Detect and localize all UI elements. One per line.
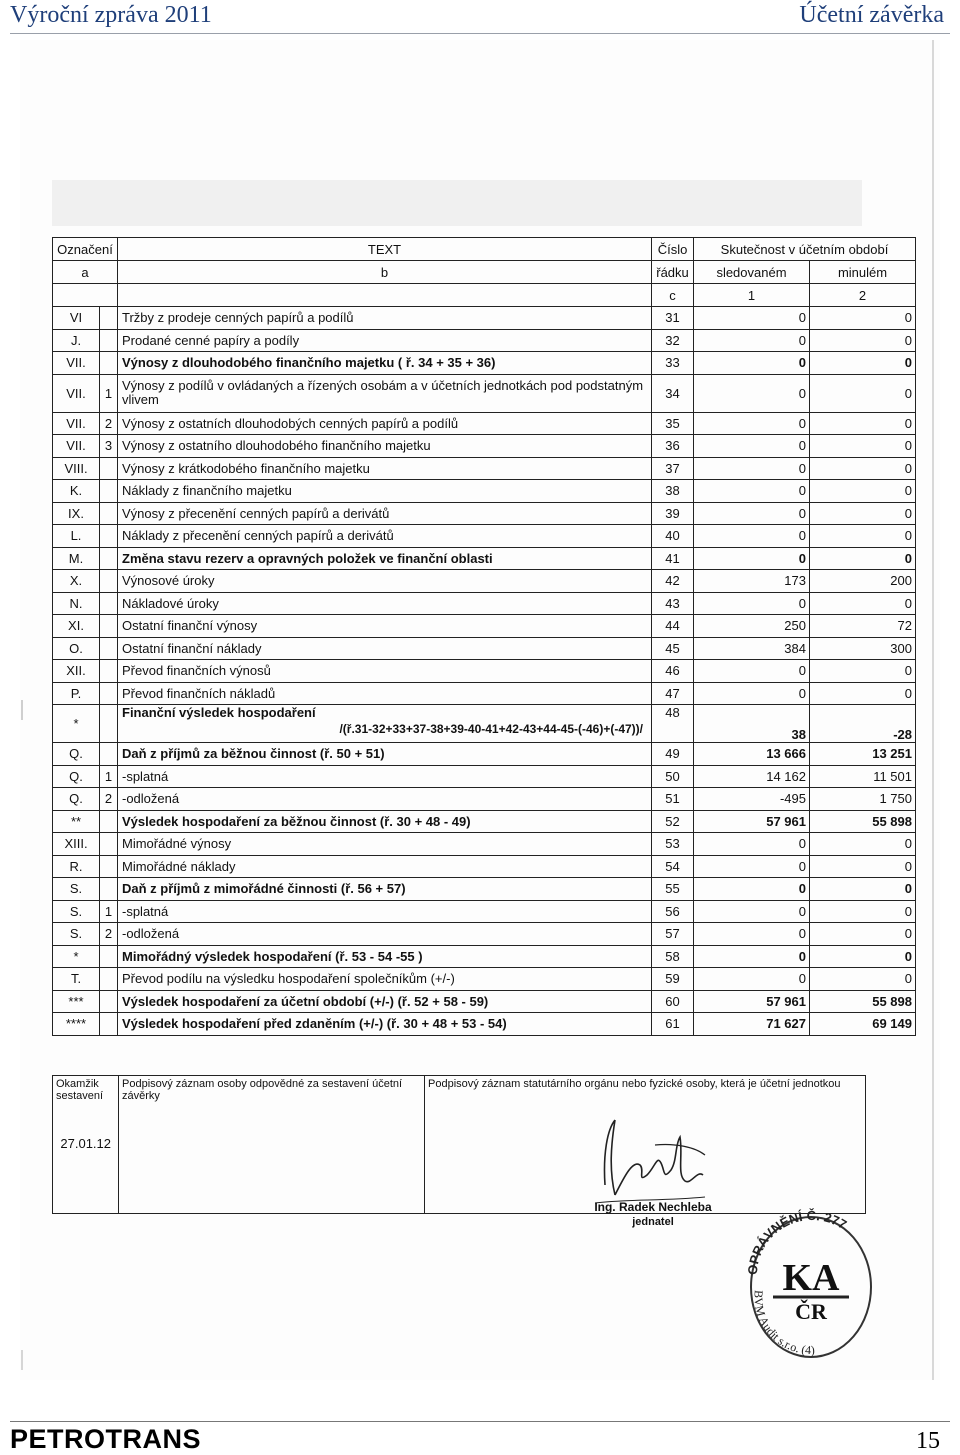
row-sub <box>100 457 118 480</box>
header-section: Účetní závěrka <box>799 2 944 28</box>
table-row <box>53 637 916 660</box>
row-previous: 72 <box>810 615 916 638</box>
row-sub <box>100 352 118 375</box>
row-current: 13 666 <box>694 743 810 766</box>
table-row <box>53 968 916 991</box>
row-previous: 300 <box>810 637 916 660</box>
row-previous: 0 <box>810 525 916 548</box>
row-mark: Q. <box>53 765 100 788</box>
signer-name: Ing. Radek Nechleba <box>594 1200 712 1214</box>
row-previous: 0 <box>810 435 916 458</box>
row-number: 35 <box>652 412 694 435</box>
row-mark: XII. <box>53 660 100 683</box>
header-a: a <box>53 261 118 284</box>
table-header-row <box>53 261 916 284</box>
row-sub <box>100 968 118 991</box>
signature-table <box>52 1075 866 1214</box>
row-text: Změna stavu rezerv a opravných položek ve finanční oblasti <box>118 547 652 570</box>
company-name: PETROTRANS <box>10 1424 202 1454</box>
row-previous: 0 <box>810 833 916 856</box>
row-previous: 11 501 <box>810 765 916 788</box>
row-text: Převod podílu na výsledku hospodaření společníkům (+/-) <box>118 968 652 991</box>
row-sub <box>100 480 118 503</box>
row-number: 58 <box>652 945 694 968</box>
row-mark: VII. <box>53 435 100 458</box>
row-text: Výnosové úroky <box>118 570 652 593</box>
row-current: 0 <box>694 855 810 878</box>
row-text: Mimořádné náklady <box>118 855 652 878</box>
row-text: Výnosy z ostatního dlouhodobého finančního majetku <box>118 435 652 458</box>
row-previous: 0 <box>810 945 916 968</box>
row-mark: R. <box>53 855 100 878</box>
row-current: 0 <box>694 682 810 705</box>
row-current: 0 <box>694 435 810 458</box>
row-mark: S. <box>53 923 100 946</box>
row-current: 71 627 <box>694 1013 810 1036</box>
row-text: Výsledek hospodaření za účetní období (+/-) (ř. 52 + 58 - 59) <box>118 990 652 1013</box>
table-row <box>53 990 916 1013</box>
row-current: 57 961 <box>694 810 810 833</box>
footer-rule <box>10 1421 950 1422</box>
row-number: 50 <box>652 765 694 788</box>
scan-edge <box>932 40 934 1380</box>
row-previous: 0 <box>810 374 916 412</box>
row-mark: K. <box>53 480 100 503</box>
stamp-cr: ČR <box>795 1299 827 1324</box>
row-previous: 0 <box>810 900 916 923</box>
row-sub <box>100 705 118 743</box>
table-row <box>53 878 916 901</box>
row-number: 41 <box>652 547 694 570</box>
row-previous: 0 <box>810 660 916 683</box>
row-number: 37 <box>652 457 694 480</box>
row-text: -odložená <box>118 788 652 811</box>
scan-shadow <box>52 180 862 226</box>
row-text: Náklady z přecenění cenných papírů a derivátů <box>118 525 652 548</box>
row-text: Výsledek hospodaření před zdaněním (+/-) (ř. 30 + 48 + 53 - 54) <box>118 1013 652 1036</box>
row-current: 0 <box>694 900 810 923</box>
row-sub <box>100 570 118 593</box>
table-row <box>53 547 916 570</box>
table-row <box>53 833 916 856</box>
row-current: 173 <box>694 570 810 593</box>
row-current: 0 <box>694 352 810 375</box>
row-number: 53 <box>652 833 694 856</box>
statutory-cell: Podpisový záznam statutárního orgánu nebo fyzické osoby, která je účetní jednotkou <box>425 1076 866 1214</box>
row-previous: 200 <box>810 570 916 593</box>
row-mark: XIII. <box>53 833 100 856</box>
stamp-top-text: OPRÁVNĚNÍ Č. 277 <box>745 1207 850 1276</box>
row-text-label: Finanční výsledek hospodaření <box>122 705 316 720</box>
row-sub: 1 <box>100 374 118 412</box>
table-row <box>53 855 916 878</box>
row-text: Výnosy z přecenění cenných papírů a derivátů <box>118 502 652 525</box>
row-current: 0 <box>694 329 810 352</box>
row-number: 47 <box>652 682 694 705</box>
row-sub <box>100 682 118 705</box>
moment-label: Okamžik sestavení <box>56 1078 104 1102</box>
page-number: 15 <box>916 1428 940 1454</box>
scan-artifact <box>21 700 23 720</box>
row-previous: 0 <box>810 307 916 330</box>
row-sub <box>100 810 118 833</box>
header-b: b <box>118 261 652 284</box>
table-row <box>53 329 916 352</box>
row-current: 0 <box>694 945 810 968</box>
row-number: 51 <box>652 788 694 811</box>
row-number: 49 <box>652 743 694 766</box>
row-previous: 0 <box>810 592 916 615</box>
row-text: Převod finančních nákladů <box>118 682 652 705</box>
row-current: 0 <box>694 457 810 480</box>
row-number: 57 <box>652 923 694 946</box>
table-row <box>53 1013 916 1036</box>
header-cislo: Číslo <box>652 238 694 261</box>
row-text: Mimořádný výsledek hospodaření (ř. 53 - 54 -55 ) <box>118 945 652 968</box>
row-previous: 0 <box>810 329 916 352</box>
row-number: 38 <box>652 480 694 503</box>
row-text: Převod finančních výnosů <box>118 660 652 683</box>
header-text: TEXT <box>118 238 652 261</box>
row-sub: 2 <box>100 923 118 946</box>
row-text: Výsledek hospodaření za běžnou činnost (ř. 30 + 48 - 49) <box>118 810 652 833</box>
row-number: 31 <box>652 307 694 330</box>
row-text: Výnosy z ostatních dlouhodobých cenných papírů a podílů <box>118 412 652 435</box>
row-previous: 0 <box>810 682 916 705</box>
row-text: Nákladové úroky <box>118 592 652 615</box>
row-sub: 2 <box>100 412 118 435</box>
row-current: -495 <box>694 788 810 811</box>
row-number: 34 <box>652 374 694 412</box>
header-sledovanem: sledovaném <box>694 261 810 284</box>
table-row <box>53 923 916 946</box>
row-text: -splatná <box>118 765 652 788</box>
row-mark: Q. <box>53 788 100 811</box>
preparer-cell: Podpisový záznam osoby odpovědné za sestavení účetní závěrky <box>119 1076 425 1214</box>
row-mark: *** <box>53 990 100 1013</box>
row-text: Daň z příjmů za běžnou činnost (ř. 50 + 51) <box>118 743 652 766</box>
table-row <box>53 810 916 833</box>
row-previous: 69 149 <box>810 1013 916 1036</box>
signer-role: jednatel <box>632 1216 674 1228</box>
row-text: Výnosy z krátkodobého finančního majetku <box>118 457 652 480</box>
row-current: 0 <box>694 833 810 856</box>
table-row <box>53 412 916 435</box>
row-sub <box>100 615 118 638</box>
row-mark: P. <box>53 682 100 705</box>
row-previous: -28 <box>810 705 916 743</box>
row-previous: 1 750 <box>810 788 916 811</box>
row-mark: L. <box>53 525 100 548</box>
table-row <box>53 570 916 593</box>
row-number: 48 <box>652 705 694 743</box>
row-current: 0 <box>694 923 810 946</box>
row-previous: 0 <box>810 502 916 525</box>
row-text: Mimořádné výnosy <box>118 833 652 856</box>
row-number: 54 <box>652 855 694 878</box>
row-number: 40 <box>652 525 694 548</box>
table-row <box>53 682 916 705</box>
row-number: 60 <box>652 990 694 1013</box>
table-row <box>53 945 916 968</box>
row-current: 0 <box>694 307 810 330</box>
row-mark: VII. <box>53 352 100 375</box>
row-text: Výnosy z dlouhodobého finančního majetku ( ř. 34 + 35 + 36) <box>118 352 652 375</box>
signature-row <box>53 1076 866 1214</box>
row-number: 36 <box>652 435 694 458</box>
row-previous: 0 <box>810 352 916 375</box>
handwritten-signature <box>585 1115 725 1210</box>
row-number: 59 <box>652 968 694 991</box>
row-sub <box>100 878 118 901</box>
row-mark: Q. <box>53 743 100 766</box>
header-minulem: minulém <box>810 261 916 284</box>
row-text: Prodané cenné papíry a podíly <box>118 329 652 352</box>
row-sub <box>100 945 118 968</box>
table-row <box>53 660 916 683</box>
row-sub <box>100 592 118 615</box>
row-text: Ostatní finanční výnosy <box>118 615 652 638</box>
table-header-row <box>53 238 916 261</box>
header-empty <box>118 284 652 307</box>
row-previous: 0 <box>810 878 916 901</box>
row-number: 55 <box>652 878 694 901</box>
row-mark: O. <box>53 637 100 660</box>
table-row <box>53 457 916 480</box>
row-previous: 13 251 <box>810 743 916 766</box>
header-skutecnost: Skutečnost v účetním období <box>694 238 916 261</box>
table-row <box>53 352 916 375</box>
row-sub <box>100 525 118 548</box>
row-current: 0 <box>694 968 810 991</box>
row-mark: XI. <box>53 615 100 638</box>
table-row <box>53 502 916 525</box>
row-sub <box>100 502 118 525</box>
table-row <box>53 743 916 766</box>
row-number: 46 <box>652 660 694 683</box>
header-col2: 2 <box>810 284 916 307</box>
row-formula: /(ř.31-32+33+37-38+39-40-41+42-43+44-45-(-46)+(-47))/ <box>339 722 643 736</box>
row-mark: X. <box>53 570 100 593</box>
moment-cell <box>53 1076 119 1214</box>
table-row <box>53 307 916 330</box>
row-number: 42 <box>652 570 694 593</box>
row-mark: S. <box>53 900 100 923</box>
row-mark: **** <box>53 1013 100 1036</box>
row-sub <box>100 990 118 1013</box>
row-number: 43 <box>652 592 694 615</box>
header-empty <box>53 284 118 307</box>
scan-artifact <box>21 1350 23 1370</box>
row-number: 32 <box>652 329 694 352</box>
table-header-row <box>53 284 916 307</box>
row-text: Výnosy z podílů v ovládaných a řízených osobám a v účetních jednotkách pod podstatným vlivem <box>118 374 652 412</box>
page-header <box>0 0 960 34</box>
row-current: 0 <box>694 660 810 683</box>
row-mark: VII. <box>53 374 100 412</box>
row-mark: J. <box>53 329 100 352</box>
row-sub <box>100 660 118 683</box>
row-number: 33 <box>652 352 694 375</box>
table-row <box>53 705 916 743</box>
row-sub <box>100 637 118 660</box>
row-mark: S. <box>53 878 100 901</box>
row-sub: 1 <box>100 900 118 923</box>
row-mark: T. <box>53 968 100 991</box>
row-previous: 0 <box>810 457 916 480</box>
table-row <box>53 525 916 548</box>
row-number: 39 <box>652 502 694 525</box>
row-previous: 0 <box>810 968 916 991</box>
row-previous: 0 <box>810 412 916 435</box>
row-text: -odložená <box>118 923 652 946</box>
header-title: Výroční zpráva 2011 <box>10 2 212 28</box>
row-sub <box>100 833 118 856</box>
row-current: 0 <box>694 374 810 412</box>
row-previous: 55 898 <box>810 990 916 1013</box>
stamp-bottom-text: BVM Audit s.r.o. (4) <box>751 1289 816 1358</box>
row-number: 61 <box>652 1013 694 1036</box>
row-number: 56 <box>652 900 694 923</box>
row-previous: 55 898 <box>810 810 916 833</box>
row-number: 44 <box>652 615 694 638</box>
row-mark: * <box>53 705 100 743</box>
row-current: 0 <box>694 502 810 525</box>
row-current: 14 162 <box>694 765 810 788</box>
table-row <box>53 592 916 615</box>
row-text <box>118 705 652 743</box>
row-current: 0 <box>694 878 810 901</box>
row-mark: VII. <box>53 412 100 435</box>
row-current: 384 <box>694 637 810 660</box>
row-sub <box>100 743 118 766</box>
row-sub: 2 <box>100 788 118 811</box>
row-mark: VIII. <box>53 457 100 480</box>
row-mark: IX. <box>53 502 100 525</box>
row-sub <box>100 855 118 878</box>
row-sub: 1 <box>100 765 118 788</box>
row-previous: 0 <box>810 480 916 503</box>
table-body <box>53 307 916 1036</box>
row-current: 0 <box>694 412 810 435</box>
header-c: c <box>652 284 694 307</box>
row-current: 0 <box>694 525 810 548</box>
header-oznaceni: Označení <box>53 238 118 261</box>
row-mark: VI <box>53 307 100 330</box>
row-current: 0 <box>694 480 810 503</box>
table-row <box>53 615 916 638</box>
table-row <box>53 765 916 788</box>
header-radku: řádku <box>652 261 694 284</box>
row-sub: 3 <box>100 435 118 458</box>
row-previous: 0 <box>810 855 916 878</box>
row-current: 250 <box>694 615 810 638</box>
row-mark: * <box>53 945 100 968</box>
row-text: Daň z příjmů z mimořádné činnosti (ř. 56 + 57) <box>118 878 652 901</box>
row-number: 52 <box>652 810 694 833</box>
row-text: Náklady z finančního majetku <box>118 480 652 503</box>
table-row <box>53 374 916 412</box>
row-sub <box>100 1013 118 1036</box>
auditor-stamp <box>745 1195 875 1365</box>
income-statement-table <box>52 237 916 1036</box>
row-sub <box>100 307 118 330</box>
row-mark: N. <box>53 592 100 615</box>
header-col1: 1 <box>694 284 810 307</box>
stamp-ka: KA <box>782 1257 840 1299</box>
row-text: Ostatní finanční náklady <box>118 637 652 660</box>
row-previous: 0 <box>810 547 916 570</box>
row-previous: 0 <box>810 923 916 946</box>
row-sub <box>100 547 118 570</box>
row-mark: ** <box>53 810 100 833</box>
row-current: 57 961 <box>694 990 810 1013</box>
row-mark: M. <box>53 547 100 570</box>
table-row <box>53 788 916 811</box>
row-current: 0 <box>694 547 810 570</box>
table-row <box>53 435 916 458</box>
row-current: 0 <box>694 592 810 615</box>
row-current: 38 <box>694 705 810 743</box>
row-text: -splatná <box>118 900 652 923</box>
table-row <box>53 480 916 503</box>
row-number: 45 <box>652 637 694 660</box>
row-text: Tržby z prodeje cenných papírů a podílů <box>118 307 652 330</box>
compile-date: 27.01.12 <box>60 1136 111 1151</box>
table-row <box>53 900 916 923</box>
header-rule <box>10 33 950 34</box>
row-sub <box>100 329 118 352</box>
